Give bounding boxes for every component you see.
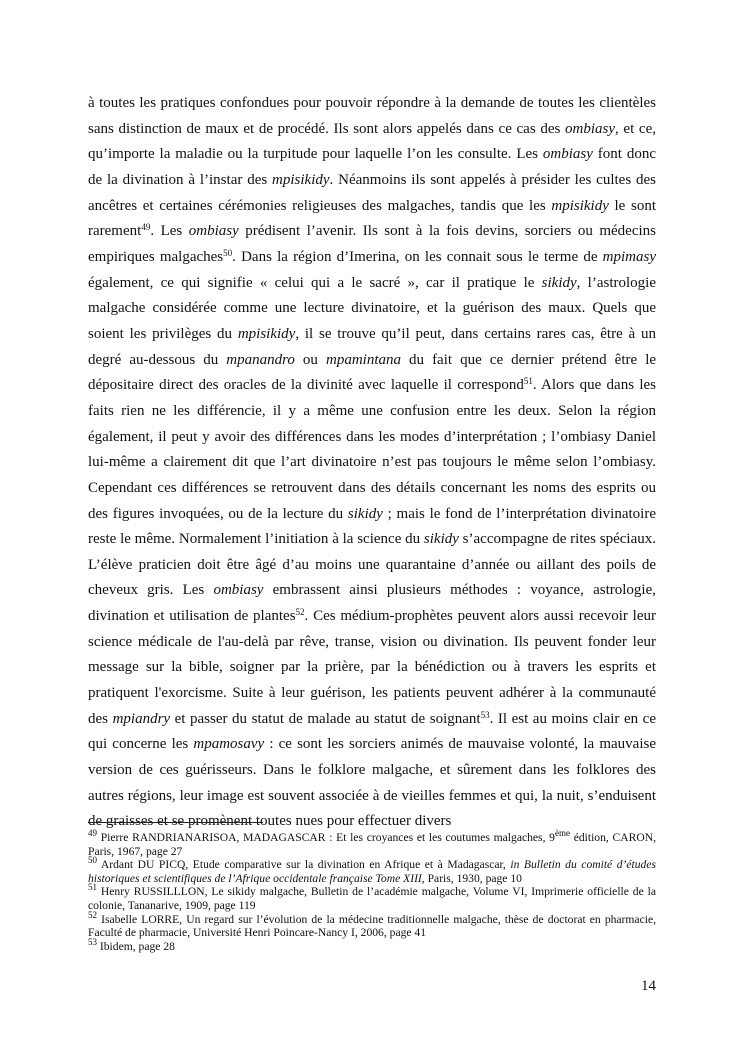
italic-term: ombiasy: [213, 582, 264, 599]
footnote-53: [88, 936, 656, 954]
footnote-number: 49: [88, 828, 97, 838]
text-run: . Dans la région d’Imerina, on les connait sous le terme de: [232, 248, 603, 265]
footnote-number: 52: [88, 909, 97, 920]
text-run: . Néanmoins ils sont appelés à présider les cultes des ancêtres et certaines cérémonies religieuses des malgaches, tandis que les: [88, 171, 657, 214]
footnote-text: Ardant DU PICQ, Etude comparative sur la divination en Afrique et à Madagascar,: [97, 858, 511, 872]
footnote-italic-title: in Bulletin du comité d’études historiques et scientifiques de l’Afrique occidentale française Tome XIII: [88, 858, 657, 885]
footnote-ref-49: 49: [141, 222, 151, 233]
footnote-ref-52: 52: [295, 607, 305, 618]
text-run: embrassent ainsi plusieurs méthodes : voyance, astrologie, divination et utilisation de plantes: [88, 582, 657, 625]
italic-term: ombiasy: [542, 146, 593, 163]
footnote-text: Pierre RANDRIANARISOA, MADAGASCAR : Et les croyances et les coutumes malgaches, 9: [97, 831, 555, 844]
italic-term: mpanandro: [226, 351, 295, 368]
text-run: . Il est au moins clair en ce qui concerne les: [88, 710, 656, 753]
italic-term: mpisikidy: [551, 197, 609, 214]
footnote-49: [88, 828, 656, 858]
text-run: , il se trouve qu’il peut, dans certains rares cas, être à un degré au-dessous du: [88, 325, 656, 368]
text-run: à toutes les pratiques confondues pour pouvoir répondre à la demande de toutes les clientèles sans distinction de maux et de procédé. Ils sont alors appelés dans ce cas des: [88, 95, 656, 137]
italic-term: sikidy: [423, 531, 459, 548]
italic-term: sikidy: [541, 274, 577, 291]
footnote-number: 51: [88, 882, 97, 893]
text-run: le sont rarement: [88, 197, 656, 240]
italic-term: mpimasy: [602, 248, 656, 265]
footnotes: [88, 828, 657, 953]
ordinal-suffix: ème: [554, 828, 570, 838]
main-paragraph: [88, 91, 656, 835]
text-run: et passer du statut de malade au statut de soignant: [170, 710, 481, 727]
footnote-ref-51: 51: [523, 376, 533, 387]
footnote-text: , Paris, 1930, page 10: [421, 871, 522, 885]
footnote-text: Henry RUSSILLLON, Le sikidy malgache, Bulletin de l’académie malgache, Volume VI, Imprimerie officielle de la colonie, Tananarive, 1909, page 119: [88, 885, 656, 912]
footnote-51: [88, 882, 656, 912]
footnote-separator: [88, 822, 263, 823]
italic-term: mpiandry: [112, 710, 171, 727]
page-number: 14: [641, 978, 656, 994]
footnote-50: [88, 855, 657, 885]
text-run: , et ce, qu’importe la maladie ou la turpitude pour laquelle l’on les consulte. Les: [88, 120, 656, 163]
italic-term: mpisikidy: [272, 171, 330, 188]
text-run: : ce sont les sorciers animés de mauvaise volonté, la mauvaise version de ces guérisseurs. Dans le folklore malgache, et sûrement dans les folklores des autres régions, leur image est souvent associée à de vieilles femmes et qui, la nuit, s’enduisent de graisses et se promènent toutes nues pour effectuer divers: [88, 736, 656, 830]
footnote-52: [88, 909, 656, 940]
italic-term: sikidy: [347, 505, 383, 522]
text-run: prédisent l’avenir. Ils sont à la fois devins, sorciers ou médecins empiriques malgaches: [88, 223, 656, 265]
body-text: [88, 91, 656, 835]
footnote-number: 53: [88, 936, 97, 947]
text-run: s’accompagne de rites spéciaux. L’élève praticien doit être âgé d’au moins une quarantaine d’année ou aillant des poils de cheveux gris. Les: [88, 531, 656, 599]
italic-term: mpamosavy: [193, 736, 265, 753]
italic-term: ombiasy: [188, 223, 239, 240]
footnote-text: édition, CARON, Paris, 1967, page 27: [88, 831, 656, 858]
text-run: , l’astrologie malgache considérée comme une lecture divinatoire, et la guérison des maux. Quels que soient les privilèges du: [88, 274, 656, 342]
text-run: . Alors que dans les faits rien ne les différencie, il y a même une confusion entre les deux. Selon la région également, il peut y avoir des différences dans les modes d’interprétation ; l’ombiasy Daniel lui-même a clairement dit que l’art divinatoire n’est pas toujours le même selon l’ombiasy. Cependant ces différences se retrouvent dans des détails concernant les noms des esprits ou des figures invoquées, ou de la lecture du: [88, 377, 656, 522]
footnote-text: Ibidem, page 28: [97, 939, 175, 953]
footnote-text: Isabelle LORRE, Un regard sur l’évolution de la médecine traditionnelle malgache, thèse de doctorat en pharmacie, Faculté de pharmacie, Université Henri Poincare-Nancy I, 2006, page 41: [88, 912, 656, 940]
footnote-ref-53: 53: [480, 709, 490, 720]
text-run: font donc de la divination à l’instar des: [88, 146, 657, 188]
text-run: . Les: [150, 223, 189, 240]
footnote-ref-50: 50: [223, 247, 233, 258]
text-run: du fait que ce dernier prétend être le dépositaire direct des oracles de la divinité avec laquelle il correspond: [88, 351, 657, 394]
footnote-number: 50: [88, 855, 97, 866]
italic-term: mpamintana: [325, 351, 401, 368]
text-run: ou: [294, 351, 326, 368]
italic-term: ombiasy: [565, 120, 616, 137]
italic-term: mpisikidy: [237, 325, 296, 342]
text-run: . Ces médium-prophètes peuvent alors aussi recevoir leur science médicale de l'au-delà par rêve, transe, vision ou divination. Ils peuvent fonder leur message sur la bible, soigner par la prière, par la bénédiction ou à travers les esprits et pratiquent l'exorcisme. Suite à leur guérison, les patients peuvent adhérer à la communauté des: [88, 608, 656, 727]
text-run: également, ce qui signifie « celui qui a le sacré », car il pratique le: [88, 274, 542, 291]
text-run: ; mais le fond de l’interprétation divinatoire reste le même. Normalement l’initiation à la science du: [88, 505, 656, 548]
